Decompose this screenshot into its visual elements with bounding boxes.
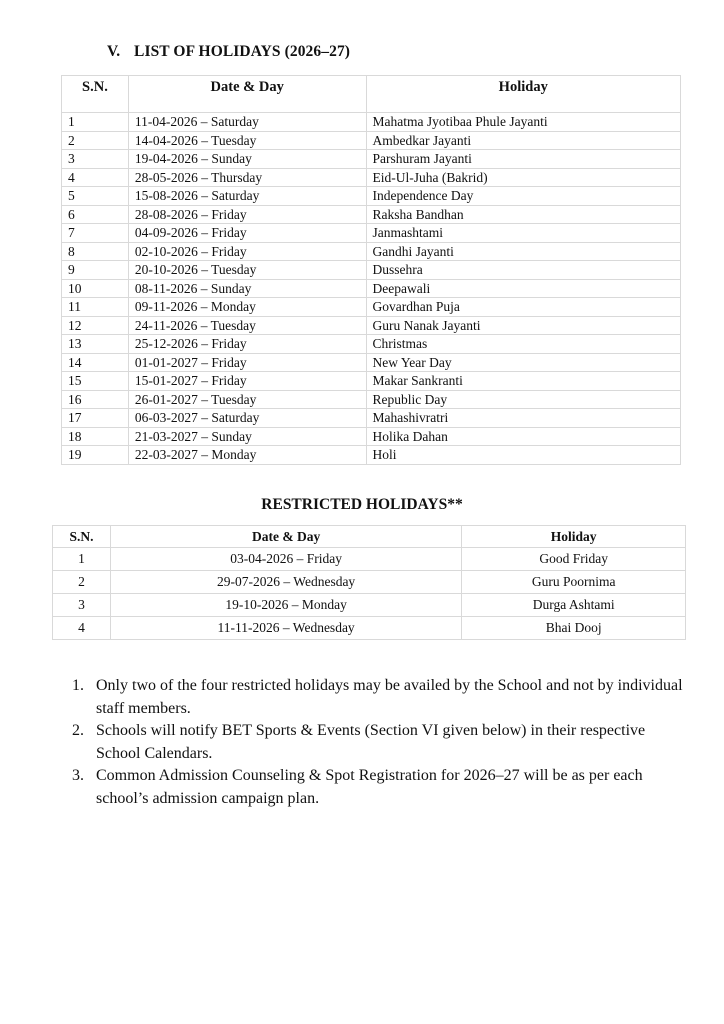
note-item [72,675,692,720]
cell-sn: 15 [62,372,129,391]
cell-holiday: Bhai Dooj [462,617,686,640]
table-row [53,617,686,640]
cell-holiday: Deepawali [366,279,681,298]
header-sn: S.N. [62,76,129,113]
header-date-day: Date & Day [128,76,366,113]
holidays-table-body [62,113,681,465]
table-row [62,261,681,280]
cell-date-day: 20-10-2026 – Tuesday [128,261,366,280]
restricted-table-body [53,548,686,640]
cell-date-day: 14-04-2026 – Tuesday [128,131,366,150]
cell-holiday: New Year Day [366,353,681,372]
note-item [72,720,692,765]
table-row [62,205,681,224]
table-row [62,298,681,317]
cell-date-day: 24-11-2026 – Tuesday [128,316,366,335]
cell-sn: 17 [62,409,129,428]
cell-sn: 18 [62,427,129,446]
cell-date-day: 28-05-2026 – Thursday [128,168,366,187]
cell-holiday: Holika Dahan [366,427,681,446]
note-text: Common Admission Counseling & Spot Registration for 2026–27 will be as per each school’s admission campaign plan. [96,767,643,807]
note-text: Only two of the four restricted holidays may be availed by the School and not by individual staff members. [96,677,683,717]
cell-sn: 11 [62,298,129,317]
restricted-holidays-table [52,525,686,640]
table-row [62,427,681,446]
cell-holiday: Makar Sankranti [366,372,681,391]
table-row [53,594,686,617]
cell-sn: 7 [62,224,129,243]
cell-sn: 2 [62,131,129,150]
table-row [62,150,681,169]
table-row [62,372,681,391]
cell-date-day: 08-11-2026 – Sunday [128,279,366,298]
cell-date-day: 06-03-2027 – Saturday [128,409,366,428]
cell-sn: 1 [62,113,129,132]
holidays-table [61,75,681,465]
cell-sn: 10 [62,279,129,298]
cell-date-day: 19-10-2026 – Monday [110,594,461,617]
table-row [62,168,681,187]
table-row [62,409,681,428]
cell-date-day: 11-04-2026 – Saturday [128,113,366,132]
note-number: 2. [72,722,84,739]
cell-holiday: Christmas [366,335,681,354]
table-row [62,113,681,132]
cell-holiday: Dussehra [366,261,681,280]
notes-list [72,675,692,810]
cell-sn: 16 [62,390,129,409]
restricted-holidays-title: RESTRICTED HOLIDAYS** [261,496,463,513]
cell-sn: 8 [62,242,129,261]
cell-holiday: Govardhan Puja [366,298,681,317]
table-row [62,446,681,465]
restricted-table-header [53,526,686,548]
cell-holiday: Ambedkar Jayanti [366,131,681,150]
note-item [72,765,692,810]
cell-holiday: Gandhi Jayanti [366,242,681,261]
cell-holiday: Raksha Bandhan [366,205,681,224]
cell-sn: 13 [62,335,129,354]
cell-date-day: 15-01-2027 – Friday [128,372,366,391]
cell-sn: 3 [53,594,111,617]
cell-sn: 9 [62,261,129,280]
header-date-day: Date & Day [110,526,461,548]
table-row [62,187,681,206]
table-row [53,548,686,571]
cell-sn: 12 [62,316,129,335]
table-row [62,335,681,354]
cell-date-day: 22-03-2027 – Monday [128,446,366,465]
cell-date-day: 01-01-2027 – Friday [128,353,366,372]
cell-holiday: Mahatma Jyotibaa Phule Jayanti [366,113,681,132]
cell-sn: 6 [62,205,129,224]
table-row [62,316,681,335]
cell-date-day: 28-08-2026 – Friday [128,205,366,224]
note-number: 3. [72,767,84,784]
cell-date-day: 29-07-2026 – Wednesday [110,571,461,594]
cell-holiday: Guru Nanak Jayanti [366,316,681,335]
table-row [62,279,681,298]
cell-holiday: Guru Poornima [462,571,686,594]
cell-sn: 14 [62,353,129,372]
cell-date-day: 21-03-2027 – Sunday [128,427,366,446]
header-holiday: Holiday [462,526,686,548]
cell-date-day: 09-11-2026 – Monday [128,298,366,317]
cell-sn: 4 [62,168,129,187]
cell-holiday: Mahashivratri [366,409,681,428]
section-title-text: LIST OF HOLIDAYS (2026–27) [134,43,351,60]
cell-holiday: Independence Day [366,187,681,206]
section-number: V. [107,43,121,60]
holidays-table-header [62,76,681,113]
cell-holiday: Good Friday [462,548,686,571]
note-number: 1. [72,677,84,694]
table-row [62,242,681,261]
cell-date-day: 26-01-2027 – Tuesday [128,390,366,409]
cell-sn: 1 [53,548,111,571]
cell-holiday: Eid-Ul-Juha (Bakrid) [366,168,681,187]
section-title [107,43,350,61]
cell-holiday: Holi [366,446,681,465]
cell-holiday: Parshuram Jayanti [366,150,681,169]
cell-sn: 19 [62,446,129,465]
cell-holiday: Republic Day [366,390,681,409]
cell-holiday: Janmashtami [366,224,681,243]
cell-date-day: 25-12-2026 – Friday [128,335,366,354]
cell-holiday: Durga Ashtami [462,594,686,617]
header-sn: S.N. [53,526,111,548]
cell-date-day: 02-10-2026 – Friday [128,242,366,261]
table-row [53,571,686,594]
cell-date-day: 19-04-2026 – Sunday [128,150,366,169]
table-row [62,353,681,372]
table-row [62,390,681,409]
cell-sn: 5 [62,187,129,206]
cell-date-day: 11-11-2026 – Wednesday [110,617,461,640]
header-holiday: Holiday [366,76,681,113]
table-row [62,131,681,150]
cell-sn: 4 [53,617,111,640]
table-row [62,224,681,243]
cell-sn: 2 [53,571,111,594]
cell-date-day: 04-09-2026 – Friday [128,224,366,243]
cell-date-day: 03-04-2026 – Friday [110,548,461,571]
note-text: Schools will notify BET Sports & Events (Section VI given below) in their respective School Calendars. [96,722,646,762]
cell-date-day: 15-08-2026 – Saturday [128,187,366,206]
cell-sn: 3 [62,150,129,169]
